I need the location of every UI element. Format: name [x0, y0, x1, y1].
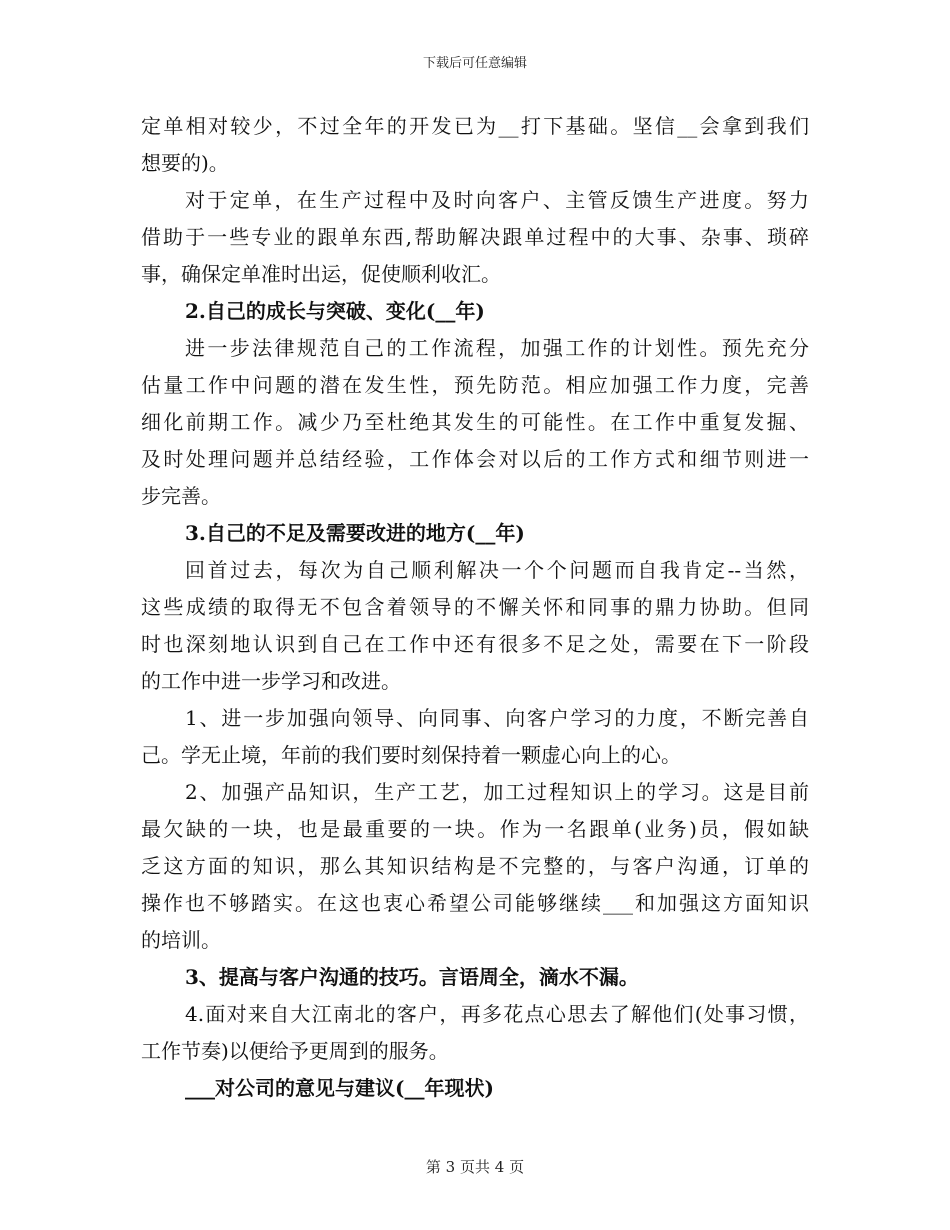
- page-header: 下载后可任意编辑: [422, 56, 527, 71]
- list-item-line: 的培训。: [141, 928, 221, 952]
- document-body: [141, 108, 809, 1107]
- body-line: 借助于一些专业的跟单东西,帮助解决跟单过程中的大事、杂事、琐碎: [141, 225, 809, 249]
- body-line: 估量工作中问题的潜在发生性，预先防范。相应加强工作力度，完善: [141, 373, 809, 397]
- list-item-line: 1、进一步加强向领导、向同事、向客户学习的力度，不断完善自: [185, 706, 809, 730]
- body-line: 事，确保定单准时出运，促使顺利收汇。: [141, 262, 501, 286]
- section-heading: ___对公司的意见与建议(__年现状): [185, 1076, 494, 1100]
- section-heading: 3.自己的不足及需要改进的地方(__年): [185, 521, 525, 545]
- page-footer: 第 3 页共 4 页: [425, 1158, 525, 1176]
- body-line: 细化前期工作。减少乃至杜绝其发生的可能性。在工作中重复发掘、: [141, 410, 809, 434]
- body-line: 及时处理问题并总结经验，工作体会对以后的工作方式和细节则进一: [141, 447, 809, 471]
- list-item-line: 工作节奏)以便给予更周到的服务。: [141, 1039, 449, 1063]
- body-line: 定单相对较少，不过全年的开发已为__打下基础。坚信__会拿到我们: [141, 114, 809, 138]
- body-line: 对于定单，在生产过程中及时向客户、主管反馈生产进度。努力: [185, 188, 809, 212]
- section-heading: 2.自己的成长与突破、变化(__年): [185, 299, 485, 323]
- body-line: 想要的)。: [141, 151, 229, 175]
- body-line: 时也深刻地认识到自己在工作中还有很多不足之处，需要在下一阶段: [141, 632, 809, 656]
- list-item-bold: 3、提高与客户沟通的技巧。言语周全，滴水不漏。: [185, 965, 639, 989]
- body-line: 这些成绩的取得无不包含着领导的不懈关怀和同事的鼎力协助。但同: [141, 595, 809, 619]
- list-item-line: 2、加强产品知识，生产工艺，加工过程知识上的学习。这是目前: [185, 780, 809, 804]
- body-line: 进一步法律规范自己的工作流程，加强工作的计划性。预先充分: [185, 336, 809, 360]
- list-item-line: 乏这方面的知识，那么其知识结构是不完整的，与客户沟通，订单的: [141, 854, 809, 878]
- list-item-line: 4.面对来自大江南北的客户，再多花点心思去了解他们(处事习惯，: [185, 1002, 809, 1026]
- list-item-line: 己。学无止境，年前的我们要时刻保持着一颗虚心向上的心。: [141, 743, 681, 767]
- list-item-line: 操作也不够踏实。在这也衷心希望公司能够继续___和加强这方面知识: [141, 891, 809, 915]
- body-line: 步完善。: [141, 484, 221, 508]
- body-line: 的工作中进一步学习和改进。: [141, 669, 401, 693]
- list-item-line: 最欠缺的一块，也是最重要的一块。作为一名跟单(业务)员，假如缺: [141, 817, 809, 841]
- body-line: 回首过去，每次为自己顺利解决一个个问题而自我肯定--当然，: [185, 558, 809, 582]
